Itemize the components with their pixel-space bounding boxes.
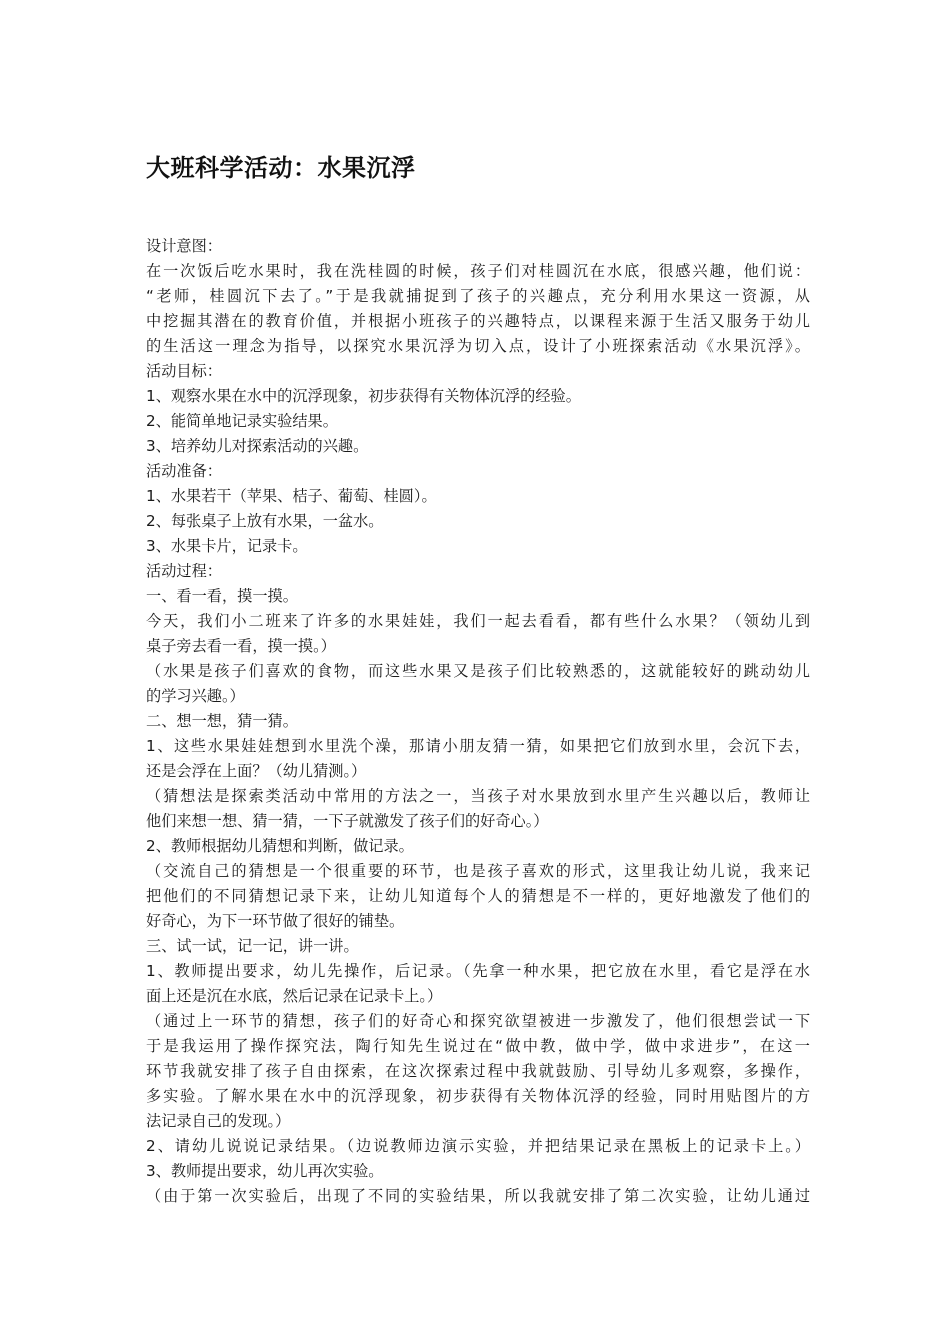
body-line: 的学习兴趣。） [146, 687, 245, 705]
body-line: 3、培养幼儿对探索活动的兴趣。 [146, 437, 369, 455]
body-line: 法记录自己的发现。） [146, 1112, 291, 1130]
body-line: 2、能简单地记录实验结果。 [146, 412, 338, 430]
body-line: 中挖掘其潜在的教育价值，并根据小班孩子的兴趣特点，以课程来源于生活又服务于幼儿 [146, 312, 810, 330]
body-line: 还是会浮在上面？（幼儿猜测。） [146, 762, 367, 780]
body-line: 在一次饭后吃水果时，我在洗桂圆的时候，孩子们对桂圆沉在水底，很感兴趣，他们说： [146, 262, 810, 280]
body-line: 环节我就安排了孩子自由探索，在这次探索过程中我就鼓励、引导幼儿多观察，多操作， [146, 1062, 810, 1080]
body-line: 活动准备： [146, 462, 222, 480]
body-line: （水果是孩子们喜欢的食物，而这些水果又是孩子们比较熟悉的，这就能较好的跳动幼儿 [146, 662, 810, 680]
body-line: 多实验。了解水果在水中的沉浮现象，初步获得有关物体沉浮的经验，同时用贴图片的方 [146, 1087, 810, 1105]
body-line: 设计意图： [146, 237, 222, 255]
body-line: 1、这些水果娃娃想到水里洗个澡，那请小朋友猜一猜，如果把它们放到水里，会沉下去， [146, 737, 810, 755]
body-line: （通过上一环节的猜想，孩子们的好奇心和探究欲望被进一步激发了，他们很想尝试一下 [146, 1012, 810, 1030]
document-body [146, 234, 810, 1209]
body-line: （交流自己的猜想是一个很重要的环节，也是孩子喜欢的形式，这里我让幼儿说，我来记 [146, 862, 810, 880]
body-line: 把他们的不同猜想记录下来，让幼儿知道每个人的猜想是不一样的，更好地激发了他们的 [146, 887, 810, 905]
body-line: 1、教师提出要求，幼儿先操作，后记录。（先拿一种水果，把它放在水里，看它是浮在水 [146, 962, 810, 980]
body-line: 1、水果若干（苹果、桔子、葡萄、桂圆）。 [146, 487, 437, 505]
body-line: 活动目标： [146, 362, 222, 380]
body-line: 活动过程： [146, 562, 222, 580]
body-line: 面上还是沉在水底，然后记录在记录卡上。） [146, 987, 443, 1005]
body-line: （由于第一次实验后，出现了不同的实验结果，所以我就安排了第二次实验，让幼儿通过 [146, 1187, 810, 1205]
body-line: 二、想一想，猜一猜。 [146, 712, 298, 730]
body-line: 桌子旁去看一看，摸一摸。） [146, 637, 336, 655]
body-line: （猜想法是探索类活动中常用的方法之一，当孩子对水果放到水里产生兴趣以后，教师让 [146, 787, 810, 805]
body-line: 2、教师根据幼儿猜想和判断，做记录。 [146, 837, 414, 855]
body-line: 一、看一看，摸一摸。 [146, 587, 298, 605]
body-line: 2、每张桌子上放有水果，一盆水。 [146, 512, 384, 530]
body-line: 1、观察水果在水中的沉浮现象，初步获得有关物体沉浮的经验。 [146, 387, 581, 405]
body-line: 今天，我们小二班来了许多的水果娃娃，我们一起去看看，都有些什么水果？（领幼儿到 [146, 612, 810, 630]
body-line: 的生活这一理念为指导，以探究水果沉浮为切入点，设计了小班探索活动《水果沉浮》。 [146, 337, 810, 355]
body-line: 他们来想一想、猜一猜，一下子就激发了孩子们的好奇心。） [146, 812, 549, 830]
body-line: 3、教师提出要求，幼儿再次实验。 [146, 1162, 384, 1180]
body-line: 2、请幼儿说说记录结果。（边说教师边演示实验，并把结果记录在黑板上的记录卡上。） [146, 1137, 810, 1155]
body-line: 三、试一试，记一记，讲一讲。 [146, 937, 359, 955]
body-line: 于是我运用了操作探究法，陶行知先生说过在“做中教，做中学，做中求进步”，在这一 [146, 1037, 810, 1055]
body-line: “老师，桂圆沉下去了。”于是我就捕捉到了孩子的兴趣点，充分利用水果这一资源，从 [146, 287, 810, 305]
body-line: 3、水果卡片，记录卡。 [146, 537, 308, 555]
document-title: 大班科学活动：水果沉浮 [146, 154, 416, 182]
body-line: 好奇心，为下一环节做了很好的铺垫。 [146, 912, 405, 930]
